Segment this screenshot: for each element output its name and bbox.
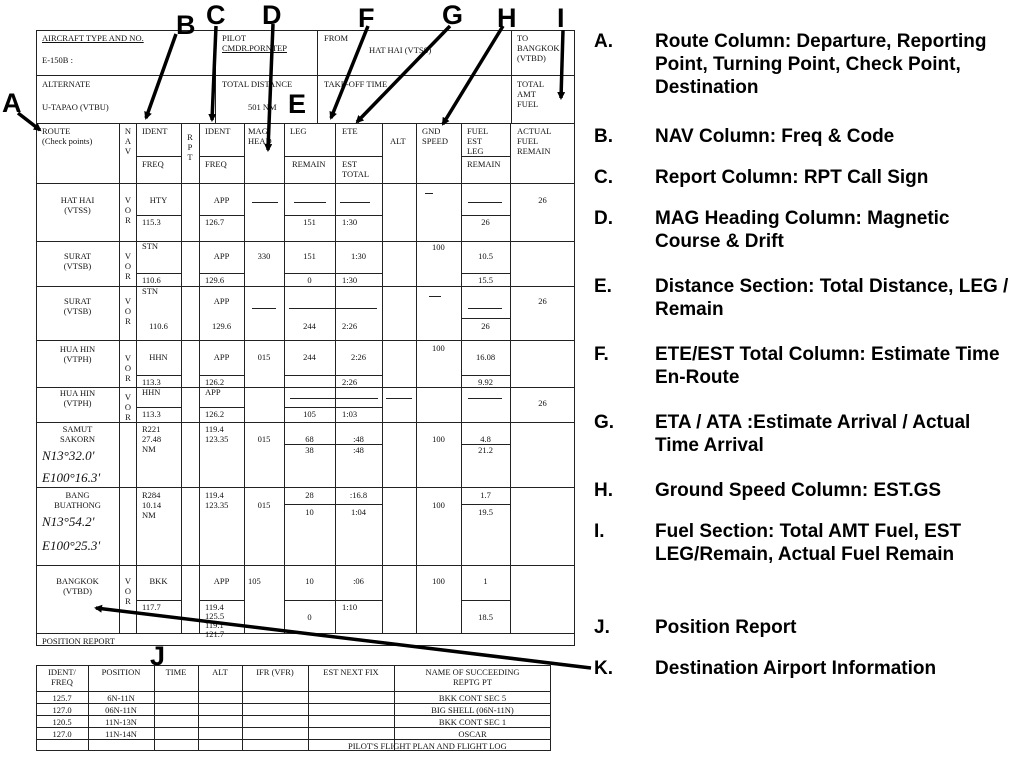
- row-8-leg: 10: [305, 576, 314, 586]
- row-8-sep-1: [136, 600, 181, 601]
- col-line-alt: [382, 123, 383, 633]
- legend-letter: E.: [594, 276, 612, 297]
- row-3-nav: V O R: [124, 296, 132, 326]
- pr-row-line-1: [36, 703, 551, 704]
- marker-e: E: [288, 89, 307, 119]
- takeoff-time-label: TAKE-OFF TIME: [324, 79, 388, 89]
- flight-log-footer: PILOT'S FLIGHT PLAN AND FLIGHT LOG: [348, 741, 507, 751]
- total-distance-label: TOTAL DISTANCE: [222, 79, 293, 89]
- row-7-sep-4: [461, 504, 510, 505]
- row-1-name: HAT HAI: [60, 195, 95, 205]
- hdr-route: ROUTE: [42, 126, 71, 136]
- row-8-rpt-freq-4: 121.7: [205, 629, 225, 639]
- marker-d: D: [262, 0, 282, 30]
- total-fuel-label-3: FUEL: [517, 99, 539, 109]
- row-4-ete: 2:26: [350, 352, 367, 362]
- pilot-value: CMDR.PORNTEP: [222, 43, 287, 53]
- row-7-ident-unit: NM: [142, 510, 156, 520]
- hdr-ident: IDENT: [142, 126, 168, 136]
- row-3-ident: STN: [142, 286, 159, 296]
- legend-text: Fuel Section: Total AMT Fuel, EST LEG/Remain, Actual Fuel Remain: [655, 521, 962, 565]
- row-7-gnd: 100: [432, 500, 445, 510]
- pr-row-3-freq: 120.5: [52, 717, 72, 727]
- row-4-rpt: APP: [213, 352, 230, 362]
- row-2-code: (VTSB): [63, 261, 92, 271]
- row-3-gnd-dash: [429, 296, 441, 297]
- pr-row-1-position: 6N-11N: [107, 693, 135, 703]
- legend-text: Ground Speed Column: EST.GS: [655, 480, 942, 501]
- hdr-ete: ETE: [342, 126, 358, 136]
- row-3-fuel-remain: 26: [481, 321, 490, 331]
- row-5-sep-1: [136, 407, 181, 408]
- hdr-actual-remain: REMAIN: [517, 146, 551, 156]
- row-7-name: BANG: [65, 490, 90, 500]
- hdr-freq-line-1: [136, 156, 181, 157]
- row-5-alt-dash: [386, 398, 412, 399]
- row-6-ident: R221: [142, 424, 161, 434]
- row-2-gnd: 100: [432, 242, 445, 252]
- row-7-coord-lat: N13°54.2': [42, 514, 95, 529]
- row-4-sep-1: [136, 375, 181, 376]
- hdr-head: HEAD: [248, 136, 272, 146]
- row-4-name: HUA HIN: [59, 344, 96, 354]
- row-1-remain: 151: [303, 217, 316, 227]
- pr-row-1-name: BKK CONT SEC 5: [438, 693, 507, 703]
- row-1-sep-1: [136, 215, 181, 216]
- hdr-route-sub: (Check points): [42, 136, 93, 146]
- row-7-name-2: BUATHONG: [54, 500, 101, 510]
- row-line-1: [36, 241, 575, 242]
- row-5-remain: 105: [303, 409, 316, 419]
- row-1-freq: 115.3: [142, 217, 161, 227]
- row-5-rpt-freq: 126.2: [205, 409, 225, 419]
- hdr-est-total: TOTAL: [342, 169, 370, 179]
- row-6-coord-lat: N13°32.0': [42, 448, 95, 463]
- row-1-mag-dash: [252, 202, 278, 203]
- row-line-5: [36, 422, 575, 423]
- row-3-sep-4: [461, 318, 510, 319]
- row-8-ete: :06: [353, 576, 364, 586]
- row-2-remain: 0: [307, 275, 312, 285]
- row-2-nav: V O R: [124, 251, 132, 281]
- marker-b: B: [176, 10, 196, 40]
- col-line-mag: [244, 123, 245, 633]
- row-5-code: (VTPH): [63, 398, 92, 408]
- aircraft-value: E-150B :: [42, 55, 73, 65]
- row-7-sep-3: [284, 504, 382, 505]
- row-4-sep-4: [461, 375, 510, 376]
- row-3-leg-dash: [289, 308, 377, 309]
- row-7-mag: 015: [257, 500, 271, 510]
- legend-text: MAG Heading Column: Magnetic Course & Drift: [655, 208, 950, 252]
- row-7-ete: :16.8: [349, 490, 368, 500]
- row-8-remain: 0: [307, 612, 312, 622]
- pr-row-4-position: 11N-14N: [105, 729, 137, 739]
- marker-j: J: [150, 641, 166, 671]
- row-1-ete-dash: [340, 202, 370, 203]
- row-1-rpt-freq: 126.7: [205, 217, 225, 227]
- aircraft-label: AIRCRAFT TYPE AND NO.: [42, 33, 144, 43]
- row-2-fuel-remain: 15.5: [478, 275, 493, 285]
- legend-text: Position Report: [655, 617, 797, 638]
- marker-f: F: [358, 3, 375, 33]
- row-6-remain: 38: [305, 445, 314, 455]
- to-label: TO: [517, 33, 529, 43]
- legend-text: Report Column: RPT Call Sign: [655, 167, 929, 188]
- header-bottom: [36, 123, 575, 124]
- row-6-rpt: 119.4: [205, 424, 224, 434]
- row-7-remain: 10: [305, 507, 314, 517]
- row-7-coord-lon: E100°25.3': [42, 538, 101, 553]
- hdr-alt: ALT: [390, 136, 406, 146]
- legend-letter: G.: [594, 412, 615, 433]
- alternate-value: U-TAPAO (VTBU): [42, 102, 109, 112]
- row-8-nav: V O R: [124, 576, 132, 606]
- hdr-mag: MAG: [248, 126, 268, 136]
- row-4-sep-2: [199, 375, 244, 376]
- row-5-name: HUA HIN: [59, 388, 96, 398]
- row-4-gnd: 100: [432, 343, 445, 353]
- legend-letter: H.: [594, 480, 613, 501]
- total-distance-value: 501 NM: [248, 102, 277, 112]
- row-7-ident: R284: [142, 490, 161, 500]
- row-7-est-total: 1:04: [350, 507, 367, 517]
- row-6-mag: 015: [257, 434, 271, 444]
- pr-row-line-2: [36, 715, 551, 716]
- hdr-freq-2: FREQ: [205, 159, 227, 169]
- legend-text: Distance Section: Total Distance, LEG / Remain: [655, 276, 1009, 320]
- hdr-speed: SPEED: [422, 136, 448, 146]
- legend-text: Destination Airport Information: [655, 658, 937, 679]
- pr-row-4-name: OSCAR: [458, 729, 487, 739]
- position-report-title: POSITION REPORT: [42, 636, 115, 646]
- row-5-leg-dash: [290, 398, 378, 399]
- row-4-code: (VTPH): [63, 354, 92, 364]
- row-2-ete: 1:30: [350, 251, 367, 261]
- legend-letter: K.: [594, 658, 613, 679]
- row-6-ete: :48: [353, 434, 364, 444]
- row-8-sep-3: [284, 600, 382, 601]
- row-5-fuel-dash: [468, 398, 502, 399]
- legend-text: NAV Column: Freq & Code: [655, 126, 895, 147]
- row-6-ident-dist: 27.48: [142, 434, 162, 444]
- row-2-sep-3: [284, 273, 382, 274]
- hdr-fuel-est: EST: [467, 136, 483, 146]
- position-report-table: [36, 665, 551, 751]
- hdr-bottom-line: [36, 183, 575, 184]
- row-6-est-total: :48: [353, 445, 364, 455]
- row-6-leg: 68: [305, 434, 314, 444]
- row-1-sep-3: [284, 215, 382, 216]
- row-2-sep-4: [461, 273, 510, 274]
- pr-hdr-ident: IDENT/ FREQ: [48, 667, 76, 687]
- flight-log-form: [36, 30, 575, 646]
- to-value: BANGKOK: [517, 43, 560, 53]
- row-7-leg: 28: [305, 490, 314, 500]
- row-5-sep-3: [284, 407, 382, 408]
- row-8-freq: 117.7: [142, 602, 161, 612]
- marker-a: A: [2, 88, 22, 118]
- row-3-mag-dash: [252, 308, 276, 309]
- row-2-est-total: 1:30: [342, 275, 358, 285]
- hdr-fuel-remain: REMAIN: [467, 159, 501, 169]
- alternate-label: ALTERNATE: [42, 79, 91, 89]
- hdr-fuel-remain-line: [461, 156, 510, 157]
- row-8-est-total: 1:10: [342, 602, 358, 612]
- col-line-leg: [284, 123, 285, 633]
- hdr-rpt: R P T: [187, 132, 193, 162]
- col-line-gnd: [416, 123, 417, 633]
- row-3-actual: 26: [538, 296, 547, 306]
- pr-row-2-name: BIG SHELL (06N-11N): [431, 705, 514, 715]
- to-code: (VTBD): [517, 53, 546, 63]
- row-1-est-total: 1:30: [342, 217, 358, 227]
- row-1-gnd-dash: [425, 193, 433, 194]
- pr-hdr-time: TIME: [165, 667, 187, 677]
- hdr-gnd: GND: [422, 126, 441, 136]
- row-1-fuel-remain: 26: [481, 217, 490, 227]
- row-4-rpt-freq: 126.2: [205, 377, 225, 387]
- row-6-coord-lon: E100°16.3': [42, 470, 101, 485]
- row-4-est-total: 2:26: [342, 377, 358, 387]
- row-4-fuel-remain: 9.92: [478, 377, 493, 387]
- pr-row-line-3: [36, 727, 551, 728]
- hdr-actual-fuel: FUEL: [517, 136, 539, 146]
- pr-header-line: [36, 691, 551, 692]
- row-4-freq: 113.3: [142, 377, 161, 387]
- row-2-sep-1: [136, 273, 181, 274]
- hdr-freq-line-2: [199, 156, 244, 157]
- header-vline-3: [511, 30, 512, 123]
- table-bottom: [36, 633, 575, 634]
- row-8-rpt: APP: [213, 576, 230, 586]
- row-3-est-total: 2:26: [342, 321, 358, 331]
- total-fuel-label-2: AMT: [517, 89, 536, 99]
- legend-letter: A.: [594, 31, 613, 52]
- pr-row-4-freq: 127.0: [52, 729, 72, 739]
- row-6-name-2: SAKORN: [60, 434, 95, 444]
- row-3-name: SURAT: [64, 296, 91, 306]
- hdr-freq: FREQ: [142, 159, 164, 169]
- row-6-fuel-leg: 4.8: [480, 434, 491, 444]
- pr-hdr-est-next-fix: EST NEXT FIX: [323, 667, 379, 677]
- row-8-name: BANGKOK: [56, 576, 99, 586]
- row-1-actual: 26: [538, 195, 547, 205]
- row-4-sep-3: [284, 375, 382, 376]
- row-line-7: [36, 565, 575, 566]
- header-vline-1: [215, 30, 216, 123]
- row-8-mag: 105: [248, 576, 261, 586]
- row-1-nav: V O R: [124, 195, 132, 225]
- hdr-actual: ACTUAL: [517, 126, 552, 136]
- row-1-sep-4: [461, 215, 510, 216]
- row-6-rpt-2: 123.35: [205, 434, 229, 444]
- row-2-leg: 151: [303, 251, 316, 261]
- hdr-ident-2: IDENT: [205, 126, 231, 136]
- row-4-leg: 244: [303, 352, 316, 362]
- row-3-rpt: APP: [213, 296, 230, 306]
- row-2-ident: STN: [142, 241, 159, 251]
- pr-row-3-name: BKK CONT SEC 1: [438, 717, 507, 727]
- hdr-fuel: FUEL: [467, 126, 489, 136]
- row-3-fuel-dash: [468, 308, 502, 309]
- row-line-2: [36, 286, 575, 287]
- row-3-code: (VTSB): [63, 306, 92, 316]
- row-7-fuel-leg: 1.7: [480, 490, 491, 500]
- legend-text: Route Column: Departure, Reporting Point, Turning Point, Check Point, Destination: [655, 31, 987, 98]
- legend-letter: I.: [594, 521, 605, 542]
- row-5-actual: 26: [538, 398, 547, 408]
- pr-row-2-position: 06N-11N: [105, 705, 137, 715]
- row-8-sep-4: [461, 600, 510, 601]
- total-fuel-label-1: TOTAL: [517, 79, 545, 89]
- row-2-sep-2: [199, 273, 244, 274]
- from-label: FROM: [324, 33, 349, 43]
- row-8-code: (VTBD): [63, 586, 92, 596]
- row-7-fuel-remain: 19.5: [478, 507, 493, 517]
- row-5-rpt: APP: [205, 387, 221, 397]
- row-4-ident: HHN: [149, 352, 168, 362]
- row-6-ident-unit: NM: [142, 444, 156, 454]
- legend-letter: C.: [594, 167, 613, 188]
- row-line-3: [36, 340, 575, 341]
- row-2-rpt-freq: 129.6: [205, 275, 225, 285]
- row-6-name: SAMUT: [62, 424, 93, 434]
- row-8-rpt-freq-2: 125.5: [205, 611, 225, 621]
- row-1-fuel-dash: [468, 202, 502, 203]
- hdr-est: EST: [342, 159, 358, 169]
- pr-hdr-position: POSITION: [101, 667, 141, 677]
- legend-text: ETA / ATA :Estimate Arrival / Actual Time Arrival: [655, 412, 971, 456]
- row-5-freq: 113.3: [142, 409, 161, 419]
- row-2-fuel-leg: 10.5: [478, 251, 493, 261]
- row-8-sep-2: [199, 600, 244, 601]
- legend-letter: D.: [594, 208, 613, 229]
- row-2-freq: 110.6: [142, 275, 161, 285]
- col-line-nav: [119, 123, 120, 633]
- legend-letter: F.: [594, 344, 609, 365]
- row-8-rpt-freq-1: 119.4: [205, 602, 224, 612]
- row-1-rpt: APP: [213, 195, 230, 205]
- pr-row-1-freq: 125.7: [52, 693, 72, 703]
- row-7-rpt-2: 123.35: [205, 500, 229, 510]
- marker-h: H: [497, 3, 517, 33]
- col-line-ete: [335, 123, 336, 633]
- row-8-fuel-leg: 1: [483, 576, 488, 586]
- marker-c: C: [206, 0, 226, 30]
- row-5-nav: V O R: [124, 392, 132, 422]
- from-value: HAT HAI (VTSS): [369, 45, 432, 55]
- pr-hdr-ifr: IFR (VFR): [256, 667, 294, 677]
- legend-letter: B.: [594, 126, 613, 147]
- marker-g: G: [442, 0, 464, 30]
- pr-row-2-freq: 127.0: [52, 705, 72, 715]
- row-6-gnd: 100: [432, 434, 445, 444]
- row-3-freq: 110.6: [149, 321, 168, 331]
- row-1-ident: HTY: [149, 195, 168, 205]
- pr-row-line-4: [36, 739, 551, 740]
- row-5-ident: HHN: [142, 387, 161, 397]
- hdr-nav: N A V: [124, 126, 132, 156]
- row-8-fuel-remain: 18.5: [478, 612, 493, 622]
- pr-hdr-succeeding: NAME OF SUCCEEDING REPTG PT: [425, 667, 520, 687]
- hdr-remain-line: [284, 156, 382, 157]
- row-4-fuel-leg: 16.08: [475, 352, 496, 362]
- row-2-mag: 330: [257, 251, 271, 261]
- row-8-rpt-freq-3: 119.1: [205, 620, 224, 630]
- row-2-rpt: APP: [213, 251, 230, 261]
- row-8-ident: BKK: [149, 576, 168, 586]
- hdr-fuel-leg: LEG: [467, 146, 484, 156]
- legend-letter: J.: [594, 617, 610, 638]
- row-4-mag: 015: [257, 352, 271, 362]
- legend-text: ETE/EST Total Column: Estimate Time En-Route: [655, 344, 1000, 388]
- row-1-code: (VTSS): [64, 205, 91, 215]
- pr-row-3-position: 11N-13N: [105, 717, 137, 727]
- header-vline-2: [317, 30, 318, 123]
- row-5-est-total: 1:03: [342, 409, 358, 419]
- marker-i: I: [557, 3, 565, 33]
- row-4-nav: V O R: [124, 353, 132, 383]
- row-7-ident-dist: 10.14: [142, 500, 162, 510]
- row-6-fuel-remain: 21.2: [478, 445, 493, 455]
- row-1-leg-dash: [294, 202, 326, 203]
- hdr-leg: LEG: [290, 126, 307, 136]
- row-3-remain: 244: [303, 321, 316, 331]
- row-2-name: SURAT: [64, 251, 91, 261]
- row-8-gnd: 100: [432, 576, 445, 586]
- row-1-sep-2: [199, 215, 244, 216]
- pilot-label: PILOT: [222, 33, 247, 43]
- col-line-rpt: [181, 123, 182, 633]
- header-divider: [36, 75, 575, 76]
- row-7-rpt: 119.4: [205, 490, 224, 500]
- hdr-remain: REMAIN: [292, 159, 326, 169]
- row-5-sep-2: [199, 407, 244, 408]
- row-3-rpt-freq: 129.6: [211, 321, 232, 331]
- row-line-6: [36, 487, 575, 488]
- pr-hdr-alt: ALT: [212, 667, 228, 677]
